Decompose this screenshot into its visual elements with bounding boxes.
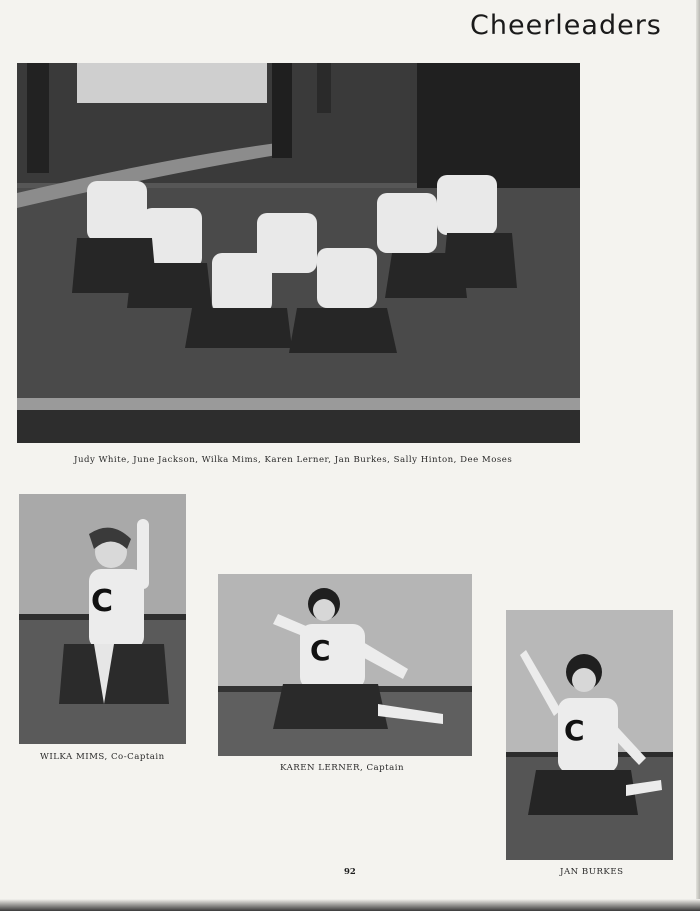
jan-sweater-letter: C	[564, 714, 585, 747]
wilka-mims-photo	[19, 494, 186, 744]
page-title: Cheerleaders	[470, 10, 662, 41]
page-edge-shadow	[696, 0, 700, 911]
page-bottom-shadow	[0, 899, 700, 911]
karen-lerner-photo	[218, 574, 472, 756]
jan-burkes-photo	[506, 610, 673, 860]
wilka-sweater-letter: C	[91, 584, 114, 619]
page-number: 92	[344, 867, 356, 877]
jan-burkes-caption: JAN BURKES	[560, 867, 624, 877]
group-photo	[17, 63, 580, 443]
karen-sweater-letter: C	[310, 634, 331, 667]
karen-lerner-caption: KAREN LERNER, Captain	[280, 763, 405, 773]
wilka-mims-caption: WILKA MIMS, Co-Captain	[40, 752, 165, 762]
group-photo-caption: Judy White, June Jackson, Wilka Mims, Karen Lerner, Jan Burkes, Sally Hinton, Dee Moses	[74, 455, 513, 465]
